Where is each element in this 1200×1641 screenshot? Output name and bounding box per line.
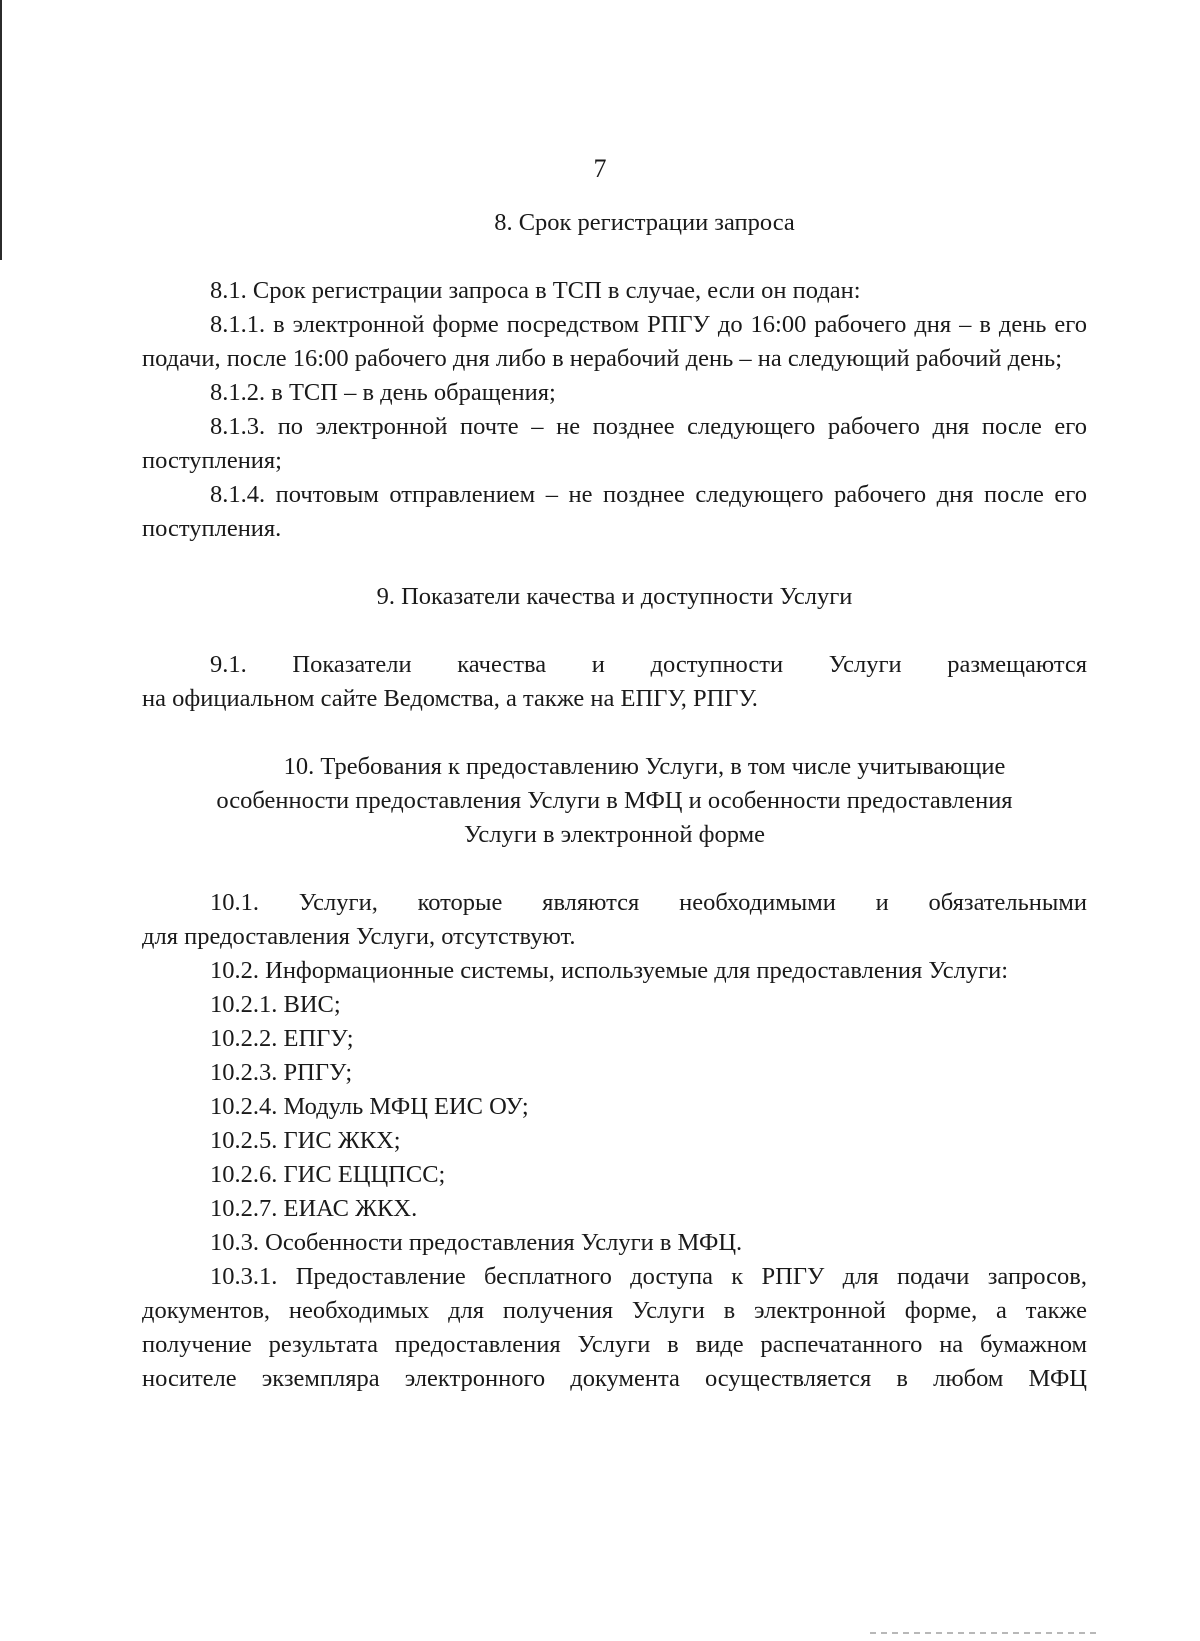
section-10-heading-line-3: Услуги в электронной форме bbox=[463, 821, 766, 848]
system-list-item: 10.2.4. Модуль МФЦ ЕИС ОУ; bbox=[210, 1093, 529, 1120]
spacer bbox=[142, 240, 1087, 274]
section-8-heading: 8. Срок регистрации запроса bbox=[494, 209, 795, 236]
scan-edge-mark bbox=[0, 0, 2, 260]
system-list-item: 10.2.7. ЕИАС ЖКХ. bbox=[210, 1195, 418, 1222]
section-9-heading: 9. Показатели качества и доступности Услуги bbox=[376, 583, 853, 610]
paragraph-10-2: 10.2. Информационные системы, используемые для предоставления Услуги: bbox=[210, 957, 1009, 984]
system-list-item: 10.2.6. ГИС ЕЦЦПСС; bbox=[210, 1161, 446, 1188]
page-number: 7 bbox=[593, 154, 607, 183]
section-10-heading-line-1: 10. Требования к предоставлению Услуги, в том числе учитывающие bbox=[283, 753, 1006, 780]
system-list-item: 10.2.3. РПГУ; bbox=[210, 1059, 353, 1086]
paragraph-8-1: 8.1. Срок регистрации запроса в ТСП в случае, если он подан: bbox=[210, 277, 861, 304]
paragraph-10-3: 10.3. Особенности предоставления Услуги в МФЦ. bbox=[210, 1229, 743, 1256]
paragraph-9-1-line-1: 9.1. Показатели качества и доступности Услуги размещаются bbox=[210, 651, 1087, 678]
system-list-item: 10.2.2. ЕПГУ; bbox=[210, 1025, 354, 1052]
spacer bbox=[142, 614, 1087, 648]
system-list-item: 10.2.5. ГИС ЖКХ; bbox=[210, 1127, 401, 1154]
paragraph-8-1-3: 8.1.3. по электронной почте – не позднее следующего рабочего дня после его поступления; bbox=[142, 413, 1087, 474]
spacer bbox=[142, 852, 1087, 886]
paragraph-10-1-line-1: 10.1. Услуги, которые являются необходимыми и обязательными bbox=[210, 889, 1087, 916]
paragraph-10-1-line-2: для предоставления Услуги, отсутствуют. bbox=[142, 923, 576, 950]
document-body bbox=[142, 206, 1087, 1396]
paragraph-10-3-1: 10.3.1. Предоставление бесплатного доступа к РПГУ для подачи запросов, документов, необходимых для получения Услуги в электронной форме, а также получение результата предоставления Услуги в виде распечатанного на бумажном носителе экземпляра электронного документа осуществляется в любом МФЦ bbox=[142, 1263, 1087, 1392]
spacer bbox=[142, 546, 1087, 580]
system-list-item: 10.2.1. ВИС; bbox=[210, 991, 341, 1018]
paragraph-8-1-4: 8.1.4. почтовым отправлением – не позднее следующего рабочего дня после его поступления. bbox=[142, 481, 1087, 542]
section-10-heading-line-2: особенности предоставления Услуги в МФЦ и особенности предоставления bbox=[216, 787, 1013, 814]
paragraph-9-1-line-2: на официальном сайте Ведомства, а также на ЕПГУ, РПГУ. bbox=[142, 685, 758, 712]
paragraph-8-1-2: 8.1.2. в ТСП – в день обращения; bbox=[210, 379, 556, 406]
scan-dotted-mark bbox=[870, 1632, 1100, 1634]
spacer bbox=[142, 716, 1087, 750]
paragraph-8-1-1: 8.1.1. в электронной форме посредством РПГУ до 16:00 рабочего дня – в день его подачи, после 16:00 рабочего дня либо в нерабочий день – на следующий рабочий день; bbox=[142, 311, 1087, 372]
